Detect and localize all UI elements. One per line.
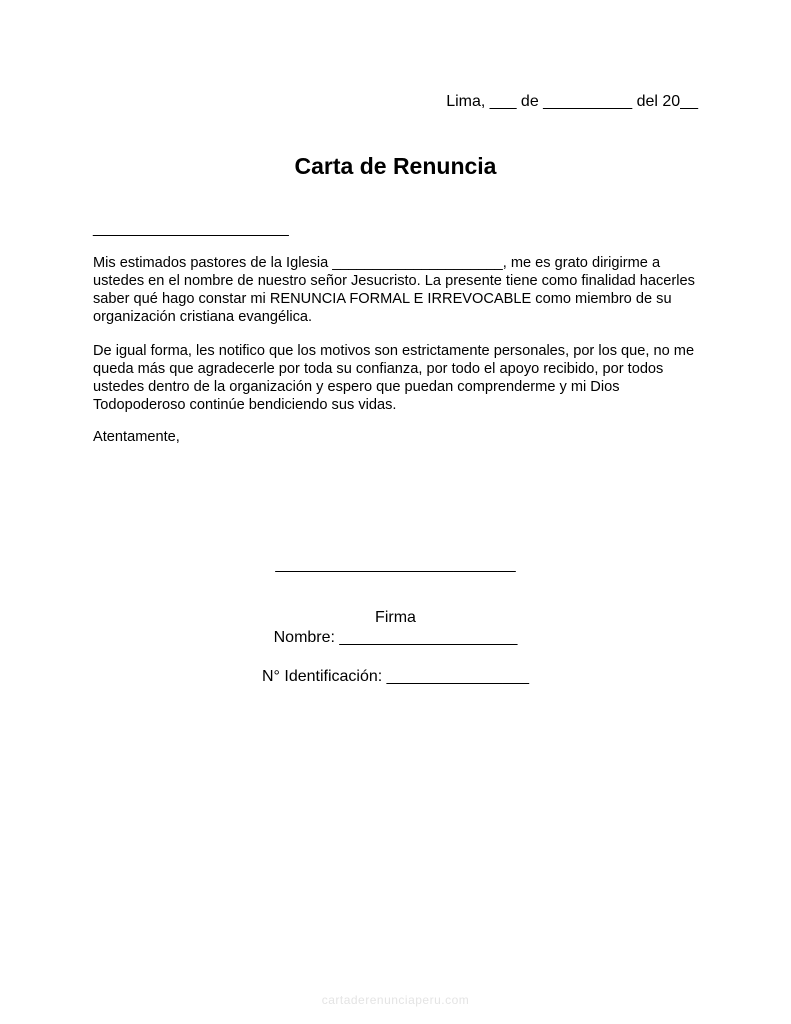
signature-label: Firma xyxy=(375,609,416,626)
recipient-blank: ______________________ xyxy=(93,220,289,237)
identification-field: N° Identificación: ________________ xyxy=(261,668,530,685)
body-paragraph-1: Mis estimados pastores de la Iglesia _____________________, me es grato dirigirme a ustedes en el nombre de nuestro señor Jesucristo. La presente tiene como finalidad hacerles saber qué hago constar mi RENUNCIA FORMAL E IRREVOCABLE como miembro de su organización cristiana evangélica. xyxy=(93,255,695,325)
date-line: Lima, ___ de __________ del 20__ xyxy=(446,93,698,110)
signature-line: ___________________________ xyxy=(275,556,516,573)
closing-text: Atentamente, xyxy=(93,429,180,445)
body-paragraph-2: De igual forma, les notifico que los motivos son estrictamente personales, por los que, no me queda más que agradecerle por toda su confianza, por todo el apoyo recibido, por todos ustedes dentro de la organización y espero que puedan comprenderme y mi Dios Todopoderoso continúe bendiciendo sus vidas. xyxy=(93,343,695,413)
document-title: Carta de Renuncia xyxy=(294,153,497,179)
name-field: Nombre: ____________________ xyxy=(273,629,518,646)
site-watermark: cartaderenunciaperu.com xyxy=(321,993,470,1007)
